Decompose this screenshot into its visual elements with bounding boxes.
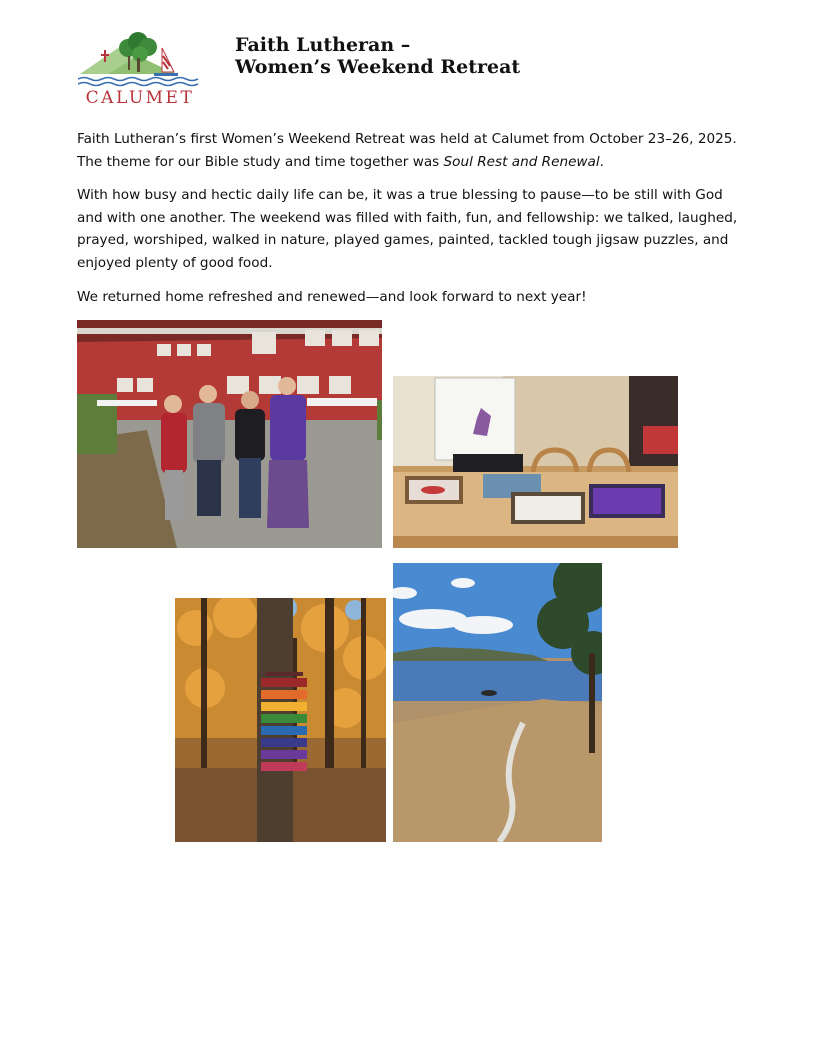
trail-sign-photo: [175, 598, 386, 842]
paragraph-intro: [77, 128, 747, 173]
theme-text: Soul Rest and Renewal: [443, 153, 600, 170]
logo-wordmark: CALUMET: [85, 88, 195, 108]
painting-table-photo: [393, 376, 678, 548]
paragraph-closing: We returned home refreshed and renewed—and look forward to next year!: [77, 289, 587, 305]
calumet-logo: [78, 30, 202, 108]
title-line-1: Faith Lutheran –: [235, 34, 411, 56]
paragraph-description: With how busy and hectic daily life can be, it was a true blessing to pause—to be still with God and with one another. The weekend was filled with faith, fun, and fellowship: we talked, laughed, prayed, worshiped, walked in nature, played games, painted, tackled tough jigsaw puzzles, and enjoyed plenty of good food.: [77, 187, 738, 271]
logo-graphic: [78, 30, 202, 90]
title-line-2: Women’s Weekend Retreat: [235, 56, 521, 78]
group-photo: [77, 320, 382, 548]
lake-shore-photo: [393, 563, 602, 842]
page-title: [235, 34, 520, 78]
intro-end: .: [599, 153, 604, 170]
intro-text: Faith Lutheran’s first Women’s Weekend Retreat was held at Calumet from October 23–26, 2025. The theme for our Bible study and time together was: [77, 131, 737, 170]
